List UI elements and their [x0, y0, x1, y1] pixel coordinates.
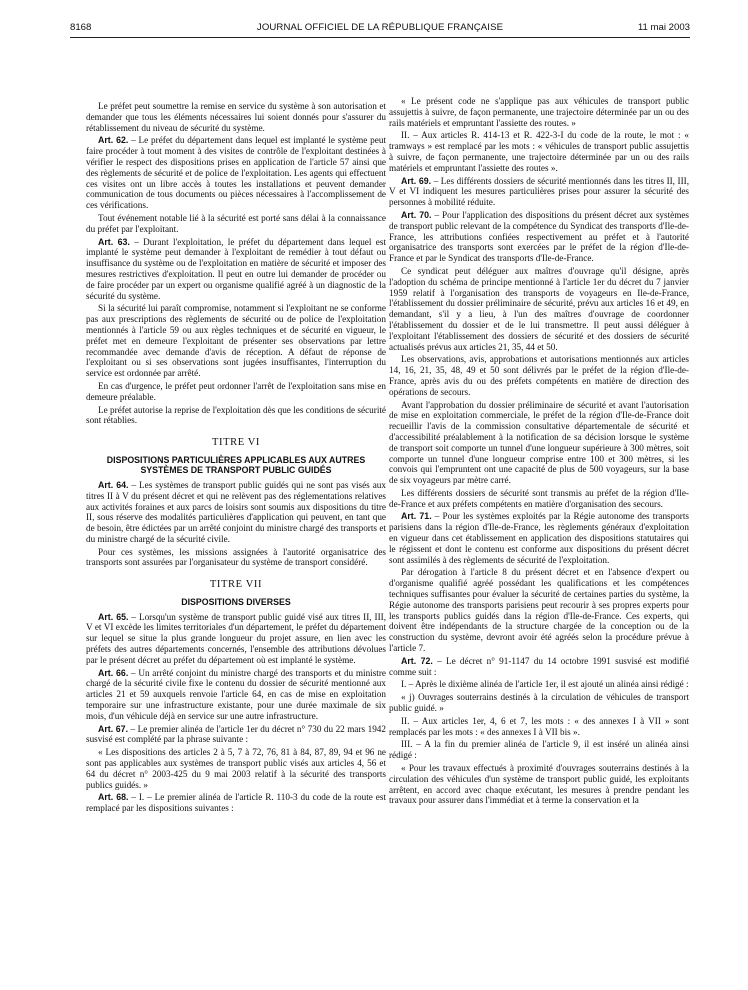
- paragraph-text: – Lorsqu'un système de transport public guidé visé aux titres II, III, V et VI excède les limites territoriales d'un département, le préfet du département sur lequel se situe la plus grande longueur du projet assure, en lien avec les préfets des autres départements concernés, l'ensemble des attributions dévolues par le présent décret au préfet du département où est implanté le système.: [86, 611, 386, 665]
- paragraph-text: – I. – Le premier alinéa de l'article R. 110-3 du code de la route est remplacé par les dispositions suivantes :: [86, 792, 386, 814]
- article-paragraph: [389, 656, 689, 678]
- paragraph-text: Par dérogation à l'article 8 du présent décret et en l'absence d'expert ou d'organisme qualifié agréé possédant les qualifications et les compétences techniques suffisantes pour évaluer la sécurité de certaines parties du système, la Régie autonome des transports parisiens peut recourir à ses propres experts pour les transports publics guidés dans la région d'Ile-de-France. Ces experts, qui doivent être indépendants de la structure chargée de la conception ou de la construction du système, devront avoir été agréés selon la procédure prévue à l'article 7.: [389, 567, 689, 654]
- paragraph-text: – Un arrêté conjoint du ministre chargé des transports et du ministre chargé de la sécurité civile fixe le contenu du dossier de sécurité mentionné aux articles 21 et 59 auxquels renvoie l'article 64, en cas de mise en exploitation temporaire sur une infrastructure existante, pour une durée maximale de six mois, d'un véhicule déjà en service sur une autre infrastructure.: [86, 667, 386, 721]
- journal-title: JOURNAL OFFICIEL DE LA RÉPUBLIQUE FRANÇAISE: [256, 22, 504, 33]
- article-label: Art. 72.: [401, 655, 433, 666]
- paragraph: [389, 266, 689, 352]
- paragraph-text: Pour ces systèmes, les missions assignées à l'autorité organisatrice des transports sont assurées par l'organisateur du système de transport considéré.: [86, 546, 386, 568]
- paragraph: [389, 763, 689, 806]
- paragraph: [389, 716, 689, 738]
- paragraph: [389, 130, 689, 173]
- paragraph: [389, 739, 689, 761]
- paragraph: [86, 303, 386, 379]
- paragraph-text: – Les différents dossiers de sécurité mentionnés dans les titres II, III, V et VI indiquent les mesures particulières prises pour assurer la sécurité des personnes à mobilité réduite.: [389, 175, 689, 208]
- paragraph-text: II. – Aux articles R. 414-13 et R. 422-3-I du code de la route, le mot : « tramways » est remplacé par les mots : « véhicules de transport public assujettis à suivre, de façon permanente, une trajectoire déterminée par un ou des rails matériels et empruntant l'assiette des routes ».: [389, 130, 689, 173]
- right-column: [389, 96, 689, 976]
- paragraph-text: « Pour les travaux effectués à proximité d'ouvrages souterrains destinés à la circulation des véhicules d'un système de transport public guidé, les exploitants arrêtent, en accord avec chaque exécutant, les mesures à prendre pendant les travaux pour assurer dans l'immédiat et à terme la conservation et la: [389, 763, 689, 806]
- paragraph: [389, 567, 689, 653]
- article-label: Art. 62.: [98, 135, 129, 146]
- article-label: Art. 69.: [401, 175, 432, 186]
- paragraph-text: – Pour les systèmes exploités par la Régie autonome des transports parisiens dans la région d'Ile-de-France, les règlements généraux d'exploitation en vigueur dans cet établissement en application des dispositions statutaires qui le régissent et dont le contenu est conforme aux dispositions du présent décret sont assimilés à des règlements de sécurité de l'exploitation.: [389, 511, 689, 565]
- paragraph-text: Ce syndicat peut déléguer aux maîtres d'ouvrage qu'il désigne, après l'adoption du schéma de principe mentionné à l'article 1er du décret du 7 janvier 1959 relatif à l'organisation des transports de voyageurs en Ile-de-France, l'établissement du dossier préliminaire de sécurité, prévu aux articles 16 et 49, en demandant, s'il y a lieu, à l'un des maîtres d'ouvrage de coordonner l'établissement du dossier et de le lui transmettre. Il peut aussi déléguer à l'exploitant l'établissement des dossiers de sécurité et des dossiers de sécurité actualisés prévus aux articles 21, 35, 44 et 50.: [389, 265, 689, 352]
- article-paragraph: [389, 210, 689, 264]
- article-paragraph: [86, 237, 386, 302]
- article-label: Art. 67.: [98, 723, 129, 734]
- paragraph: [389, 400, 689, 486]
- paragraph-text: – Durant l'exploitation, le préfet du département dans lequel est implanté le système peut demander à l'exploitant de remédier à tout défaut ou insuffisance du système ou de l'exploitation en matière de sécurité et imposer des mesures restrictives d'exploitation. Il peut en outre lui demander de procéder ou de faire procéder par un expert ou organisme qualifié agréé à un diagnostic de la sécurité du système.: [86, 236, 386, 301]
- article-paragraph: [389, 176, 689, 208]
- paragraph-text: Le préfet peut soumettre la remise en service du système à son autorisation et demander que tous les éléments nécessaires lui soient donnés pour s'assurer du rétablissement du niveau de sécurité du système.: [86, 101, 386, 133]
- paragraph-text: Les différents dossiers de sécurité sont transmis au préfet de la région d'Ile-de-France et aux préfets compétents en matière d'organisation des secours.: [389, 487, 689, 509]
- paragraph-text: « Les dispositions des articles 2 à 5, 7 à 72, 76, 81 à 84, 87, 89, 94 et 96 ne sont pas applicables aux systèmes de transport public visés aux articles 4, 56 et 64 du décret n° 2003-425 du 9 mai 2003 relatif à la sécurité des transports publics guidés. »: [86, 747, 386, 790]
- paragraph-text: – Le préfet du département dans lequel est implanté le système peut faire procéder à tout moment à des visites de contrôle de l'exploitant destinées à vérifier le respect des dispositions prises en application de l'article 57 ainsi que des règlements de sécurité et de police de l'exploitation. Les agents qui effectuent ces visites ont un libre accès à toutes les installations et peuvent demander communication de tous documents ou pièces nécessaires à l'accomplissement de ces vérifications.: [86, 135, 386, 211]
- page-header: [70, 22, 690, 36]
- paragraph-text: – Pour l'application des dispositions du présent décret aux systèmes de transport public relevant de la compétence du Syndicat des transports d'Ile-de-France, les attributions confiées respectivement au préfet et à l'autorité organisatrice des transports sont exercées par le préfet de la région d'Ile-de-France et par le Syndicat des transports d'Ile-de-France.: [389, 209, 689, 264]
- paragraph-text: Les observations, avis, approbations et autorisations mentionnés aux articles 14, 16, 21, 35, 48, 49 et 50 sont délivrés par le préfet de la région d'Ile-de-France, après avis du ou des préfets compétents en matière de direction des opérations de secours.: [389, 354, 689, 397]
- paragraph: [86, 213, 386, 235]
- article-paragraph: [86, 668, 386, 722]
- issue-date: 11 mai 2003: [637, 22, 690, 33]
- article-label: Art. 64.: [98, 479, 129, 490]
- paragraph: [389, 679, 689, 690]
- article-label: Art. 66.: [98, 667, 129, 678]
- paragraph-text: Avant l'approbation du dossier préliminaire de sécurité et avant l'autorisation de mise en exploitation commerciale, le préfet de la région d'Ile-de-France doit recueillir l'avis de la commission consultative départementale de sécurité et d'accessibilité préalablement à la notification de sa décision lorsque le système de transport soit comporte un tunnel d'une longueur supérieure à 300 mètres, soit comporte un tunnel d'une longueur comprise entre 100 et 300 mètres, si les convois qui l'empruntent ont une capacité de plus de 500 voyageurs, sur la base de six voyageurs par mètre carré.: [389, 399, 689, 486]
- paragraph: [389, 692, 689, 714]
- section-heading: DISPOSITIONS PARTICULIÈRES APPLICABLES AUX AUTRES SYSTÈMES DE TRANSPORT PUBLIC GUIDÉS: [106, 454, 366, 476]
- paragraph: [86, 547, 386, 569]
- paragraph-text: – Le décret n° 91-1147 du 14 octobre 1991 susvisé est modifié comme suit :: [389, 655, 689, 677]
- paragraph: [389, 488, 689, 510]
- article-paragraph: [389, 511, 689, 565]
- article-label: Art. 68.: [98, 792, 129, 803]
- article-paragraph: [86, 480, 386, 545]
- paragraph-text: En cas d'urgence, le préfet peut ordonner l'arrêt de l'exploitation sans mise en demeure préalable.: [86, 380, 386, 402]
- paragraph-text: – Le premier alinéa de l'article 1er du décret n° 730 du 22 mars 1942 susvisé est complété par la phrase suivante :: [86, 723, 386, 745]
- article-label: Art. 70.: [401, 209, 432, 220]
- paragraph-text: Le préfet autorise la reprise de l'exploitation dès que les conditions de sécurité sont rétablies.: [86, 404, 386, 426]
- paragraph-text: Si la sécurité lui paraît compromise, notamment si l'exploitant ne se conforme pas aux prescriptions des règlements de sécurité ou de police de l'exploitation mentionnés à l'article 59 ou aux règles techniques et de sécurité en vigueur, le préfet met en demeure l'exploitant de présenter ses observations par lettre recommandée avec demande d'avis de réception. A défaut de réponse de l'exploitant ou si ses observations sont jugées insuffisantes, l'interruption du service est ordonnée par arrêté.: [86, 303, 386, 379]
- article-label: Art. 63.: [98, 236, 130, 247]
- paragraph-text: I. – Après le dixième alinéa de l'article 1er, il est ajouté un alinéa ainsi rédigé :: [401, 679, 689, 690]
- section-title: TITRE VI: [211, 437, 261, 449]
- paragraph-text: II. – Aux articles 1er, 4, 6 et 7, les mots : « des annexes I à VII » sont remplacés par les mots : « des annexes I à VII bis ».: [389, 715, 689, 737]
- paragraph-text: « j) Ouvrages souterrains destinés à la circulation de véhicules de transport public guidé. »: [389, 692, 689, 714]
- paragraph-text: « Le présent code ne s'applique pas aux véhicules de transport public assujettis à suivre, de façon permanente, une trajectoire déterminée par un ou des rails matériels et empruntant l'assiette des routes. »: [389, 96, 689, 128]
- paragraph-text: III. – A la fin du premier alinéa de l'article 9, il est inséré un alinéa ainsi rédigé :: [389, 739, 689, 761]
- paragraph: [86, 405, 386, 427]
- paragraph: [389, 96, 689, 128]
- article-paragraph: [86, 612, 386, 666]
- article-paragraph: [86, 135, 386, 211]
- section-heading: DISPOSITIONS DIVERSES: [181, 597, 291, 608]
- paragraph: [86, 381, 386, 403]
- article-label: Art. 71.: [401, 511, 432, 522]
- paragraph: [86, 747, 386, 790]
- page-number: 8168: [70, 22, 92, 33]
- paragraph: [389, 354, 689, 397]
- paragraph-text: Tout événement notable lié à la sécurité est porté sans délai à la connaissance du préfet par l'exploitant.: [86, 212, 386, 234]
- section-title: TITRE VII: [209, 579, 263, 591]
- article-paragraph: [86, 724, 386, 746]
- paragraph-text: – Les systèmes de transport public guidés qui ne sont pas visés aux titres II à V du présent décret et qui ne relèvent pas des réglementations relatives aux activités foraines et aux parcs de loisirs sont soumis aux dispositions du titre II, sous réserve des modalités particulières d'application qui peuvent, en tant que de besoin, être édictées par un arrêté conjoint du ministre chargé des transports et du ministre chargé de la sécurité civile.: [86, 479, 386, 544]
- article-paragraph: [86, 792, 386, 814]
- header-rule: [70, 37, 690, 38]
- left-column: [86, 101, 386, 981]
- article-label: Art. 65.: [98, 611, 129, 622]
- paragraph: [86, 101, 386, 133]
